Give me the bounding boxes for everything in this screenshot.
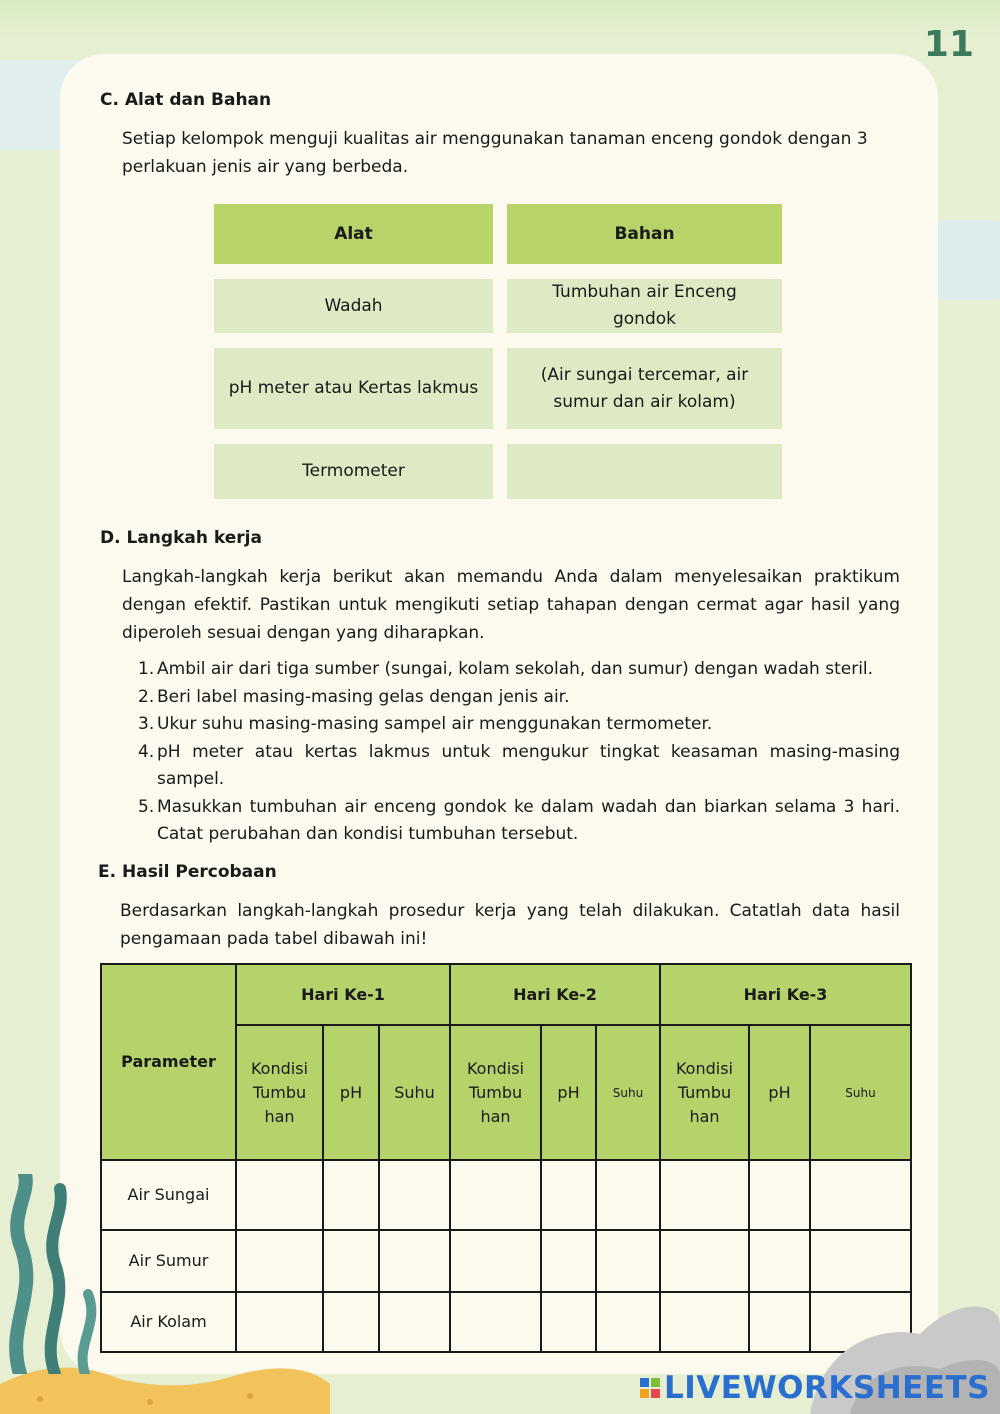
- step-text: Beri label masing-masing gelas dengan jenis air.: [157, 686, 570, 707]
- step-item: [138, 739, 900, 794]
- input-cell[interactable]: [596, 1230, 660, 1291]
- bahan-cell: Tumbuhan air Enceng gondok: [507, 279, 782, 333]
- alat-cell: pH meter atau Kertas lakmus: [214, 348, 493, 429]
- liveworksheets-logo[interactable]: [640, 1370, 990, 1406]
- input-cell[interactable]: [660, 1292, 749, 1352]
- input-cell[interactable]: [450, 1230, 541, 1291]
- input-cell[interactable]: [749, 1230, 810, 1291]
- input-cell[interactable]: [596, 1292, 660, 1352]
- input-cell[interactable]: [541, 1160, 596, 1230]
- input-cell[interactable]: [323, 1292, 379, 1352]
- alat-cell: Termometer: [214, 444, 493, 499]
- suhu-header: Suhu: [379, 1025, 450, 1160]
- step-number: 5.: [138, 796, 155, 817]
- input-cell[interactable]: [379, 1230, 450, 1291]
- day-3-header: Hari Ke-3: [660, 964, 911, 1025]
- step-number: 2.: [138, 686, 155, 707]
- page-number: 11: [923, 24, 974, 65]
- row-label: Air Kolam: [101, 1292, 236, 1352]
- steps-list: [138, 656, 900, 849]
- logo-text: LIVEWORKSHEETS: [664, 1370, 990, 1406]
- day-2-header: Hari Ke-2: [450, 964, 660, 1025]
- input-cell[interactable]: [541, 1292, 596, 1352]
- alat-cell: Wadah: [214, 279, 493, 333]
- input-cell[interactable]: [810, 1160, 911, 1230]
- section-e-intro: Berdasarkan langkah-langkah prosedur kerja yang telah dilakukan. Catatlah data hasil pengamaan pada tabel dibawah ini!: [120, 901, 900, 949]
- kondisi-header: Kondisi Tumbu han: [450, 1025, 541, 1160]
- step-text: Ambil air dari tiga sumber (sungai, kolam sekolah, dan sumur) dengan wadah steril.: [157, 659, 874, 679]
- logo-icon: [640, 1378, 660, 1398]
- input-cell[interactable]: [660, 1160, 749, 1230]
- ph-header: pH: [323, 1025, 379, 1160]
- ph-header: pH: [541, 1025, 596, 1160]
- input-cell[interactable]: [596, 1160, 660, 1230]
- seaweed-decoration: [0, 1174, 110, 1374]
- step-number: 3.: [138, 714, 155, 734]
- ph-header: pH: [749, 1025, 810, 1160]
- bahan-cell: [507, 444, 782, 499]
- step-item: [138, 794, 900, 849]
- parameter-header: Parameter: [101, 964, 236, 1160]
- bahan-header: Bahan: [507, 204, 782, 264]
- day-1-header: Hari Ke-1: [236, 964, 450, 1025]
- step-text: Masukkan tumbuhan air enceng gondok ke dalam wadah dan biarkan selama 3 hari. Catat perubahan dan kondisi tumbuhan tersebut.: [157, 796, 900, 844]
- section-d-intro: Langkah-langkah kerja berikut akan memandu Anda dalam menyelesaikan praktikum dengan efektif. Pastikan untuk mengikuti setiap tahapan dengan cermat agar hasil yang diperoleh sesuai dengan yang diharapkan.: [122, 567, 900, 643]
- step-text: pH meter atau kertas lakmus untuk mengukur tingkat keasaman masing-masing sampel.: [157, 741, 900, 789]
- step-item: [138, 684, 900, 712]
- section-e-heading: E. Hasil Percobaan: [98, 862, 277, 882]
- input-cell[interactable]: [323, 1160, 379, 1230]
- section-c-intro: Setiap kelompok menguji kualitas air menggunakan tanaman enceng gondok dengan 3 perlakuan jenis air yang berbeda.: [122, 129, 868, 177]
- input-cell[interactable]: [236, 1292, 323, 1352]
- input-cell[interactable]: [379, 1160, 450, 1230]
- input-cell[interactable]: [236, 1230, 323, 1291]
- input-cell[interactable]: [749, 1160, 810, 1230]
- results-table: [100, 963, 912, 1353]
- input-cell[interactable]: [450, 1160, 541, 1230]
- step-number: 1.: [138, 659, 155, 679]
- step-number: 4.: [138, 741, 155, 762]
- step-item: [138, 656, 900, 684]
- kondisi-header: Kondisi Tumbu han: [236, 1025, 323, 1160]
- input-cell[interactable]: [236, 1160, 323, 1230]
- row-label: Air Sumur: [101, 1230, 236, 1291]
- section-d-heading: D. Langkah kerja: [100, 528, 262, 548]
- kondisi-header: Kondisi Tumbu han: [660, 1025, 749, 1160]
- input-cell[interactable]: [323, 1230, 379, 1291]
- row-label: Air Sungai: [101, 1160, 236, 1230]
- bahan-cell: (Air sungai tercemar, air sumur dan air kolam): [507, 348, 782, 429]
- alat-header: Alat: [214, 204, 493, 264]
- input-cell[interactable]: [541, 1230, 596, 1291]
- step-item: [138, 711, 900, 739]
- input-cell[interactable]: [749, 1292, 810, 1352]
- input-cell[interactable]: [450, 1292, 541, 1352]
- suhu-header: Suhu: [596, 1025, 660, 1160]
- suhu-header: Suhu: [810, 1025, 911, 1160]
- input-cell[interactable]: [660, 1230, 749, 1291]
- section-c-heading: C. Alat dan Bahan: [100, 90, 272, 110]
- step-text: Ukur suhu masing-masing sampel air menggunakan termometer.: [157, 714, 713, 734]
- input-cell[interactable]: [379, 1292, 450, 1352]
- sky-strip: [0, 0, 1000, 40]
